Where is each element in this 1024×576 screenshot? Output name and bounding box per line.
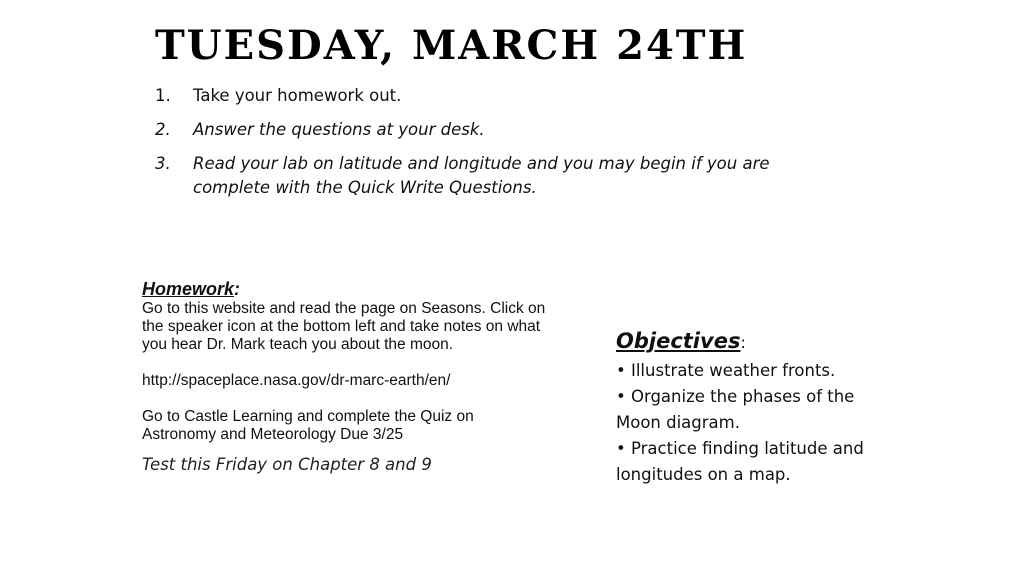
homework-heading-text: Homework (142, 279, 235, 299)
page-title: TUESDAY, MARCH 24TH (155, 22, 748, 69)
homework-body (142, 300, 547, 444)
instruction-text: Take your homework out. (193, 86, 402, 105)
instruction-number: 2. (155, 120, 171, 139)
objectives-section (616, 326, 876, 488)
instruction-list (155, 84, 815, 210)
instruction-text: Answer the questions at your desk. (193, 120, 485, 139)
instruction-item (155, 152, 815, 200)
objective-item: • Practice finding latitude and longitudes on a map. (616, 439, 864, 484)
homework-heading-colon: : (234, 279, 241, 299)
instruction-text: Read your lab on latitude and longitude and you may begin if you are complete with the Quick Write Questions. (193, 154, 770, 197)
objective-item: • Illustrate weather fronts. (616, 361, 836, 380)
homework-quiz: Go to Castle Learning and complete the Quiz on Astronomy and Meteorology Due 3/25 (142, 408, 474, 443)
instruction-item (155, 84, 815, 108)
homework-instructions: Go to this website and read the page on Seasons. Click on the speaker icon at the bottom left and take notes on what you hear Dr. Mark teach you about the moon. (142, 300, 546, 353)
objectives-heading-text: Objectives (616, 329, 741, 353)
homework-section (142, 278, 547, 476)
homework-heading (142, 278, 547, 300)
instruction-number: 3. (155, 154, 171, 173)
instruction-item (155, 118, 815, 142)
objectives-list (616, 358, 876, 488)
objectives-heading-colon: : (740, 333, 746, 352)
homework-url: http://spaceplace.nasa.gov/dr-marc-earth/en/ (142, 372, 451, 389)
objective-item: • Organize the phases of the Moon diagram. (616, 387, 855, 432)
instruction-number: 1. (155, 86, 171, 105)
test-notice: Test this Friday on Chapter 8 and 9 (142, 455, 432, 474)
objectives-heading (616, 326, 876, 358)
